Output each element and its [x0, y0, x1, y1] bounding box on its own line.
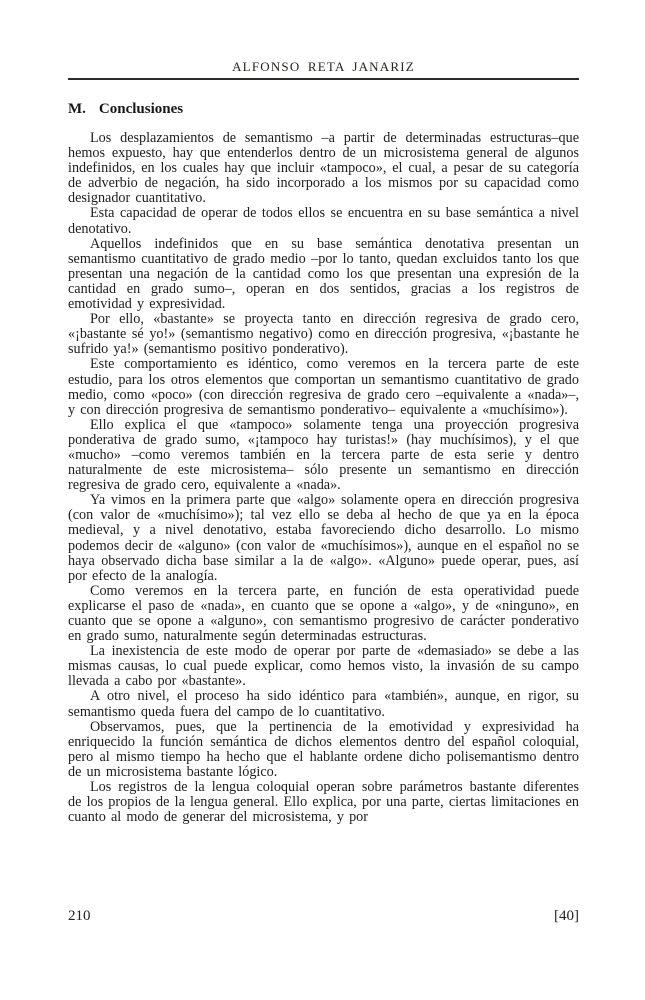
text-column [68, 0, 579, 825]
running-head-author: ALFONSO RETA JANARIZ [232, 59, 415, 74]
page-footer [68, 908, 579, 925]
body-paragraph: Este comportamiento es idéntico, como veremos en la tercera parte de este estudio, para los otros elementos que comportan un semantismo cuantitativo de grado medio, como «poco» (con dirección regresiva de grado cero –equivalente a «nada»–, y con dirección progresiva de semantismo ponderativo– equivalente a «muchísimo»). [68, 356, 579, 418]
body-paragraph: Ya vimos en la primera parte que «algo» solamente opera en dirección progresiva (con valor de «muchísimo»); tal vez ello se deba al hecho de que ya en la época medieval, y a nivel denotativo, estaba favoreciendo dicho desarrollo. Lo mismo podemos decir de «alguno» (con valor de «muchísimos»), aunque en el español no se haya observado dicha base similar a la de «algo». «Alguno» puede operar, pues, así por efecto de la analogía. [68, 492, 579, 584]
body-paragraph: Por ello, «bastante» se proyecta tanto en dirección regresiva de grado cero, «¡bastante sé yo!» (semantismo negativo) como en dirección progresiva, «¡bastante he sufrido ya!» (semantismo positivo ponderativo). [68, 311, 579, 358]
body-text [68, 131, 579, 825]
body-paragraph: Los desplazamientos de semantismo –a partir de determinadas estructuras–que hemos expuesto, hay que entenderlos dentro de un microsistema general de algunos indefinidos, en los cuales hay que incluir «tampoco», el cual, a pesar de su categoría de adverbio de negación, ha sido incorporado a los mismos por su capacidad como designador cuantitativo. [68, 130, 579, 207]
page-number: 210 [68, 908, 91, 924]
section-heading [68, 101, 579, 118]
folio-number: [40] [554, 908, 579, 924]
body-paragraph: Como veremos en la tercera parte, en función de esta operatividad puede explicarse el paso de «nada», en cuanto que se opone a «algo», y de «ninguno», en cuanto que se opone a «alguno», con semantismo progresivo de carácter ponderativo en grado sumo, naturalmente según determinadas estructuras. [68, 582, 579, 645]
body-paragraph: Aquellos indefinidos que en su base semántica denotativa presentan un semantismo cuantitativo de grado medio –por lo tanto, quedan excluidos tanto los que presentan una negación de la cantidad como los que presentan una expresión de la cantidad en grado sumo–, operan en dos sentidos, gracias a los registros de emotividad y expresividad. [68, 235, 579, 313]
body-paragraph: La inexistencia de este modo de operar por parte de «demasiado» se debe a las mismas causas, lo cual puede explicar, como hemos visto, la invasión de su campo llevada a cabo por «bastante». [68, 643, 579, 690]
section-heading-title: Conclusiones [98, 101, 184, 117]
body-paragraph: Esta capacidad de operar de todos ellos se encuentra en su base semántica a nivel denotativo. [68, 205, 579, 237]
body-paragraph: Ello explica el que «tampoco» solamente tenga una proyección progresiva ponderativa de grado sumo, «¡tampoco hay turistas!» (hay muchísimos), y el que «mucho» –como veremos también en la tercera parte de esta serie y dentro naturalmente de este microsistema– sólo presente un semantismo en dirección regresiva de grado cero, equivalente a «nada». [68, 416, 579, 494]
body-paragraph: A otro nivel, el proceso ha sido idéntico para «también», aunque, en rigor, su semantismo queda fuera del campo de lo cuantitativo. [68, 688, 579, 720]
body-paragraph: Los registros de la lengua coloquial operan sobre parámetros bastante diferentes de los propios de la lengua general. Ello explica, por una parte, ciertas limitaciones en cuanto al modo de generar del microsistema, y por [68, 779, 579, 826]
body-paragraph: Observamos, pues, que la pertinencia de la emotividad y expresividad ha enriquecido la función semántica de dichos elementos dentro del español coloquial, pero al mismo tiempo ha hecho que el hablante ordene dicho polisemantismo dentro de un microsistema bastante lógico. [68, 718, 579, 780]
section-heading-label: M. [68, 101, 86, 117]
header-rule [68, 78, 579, 80]
